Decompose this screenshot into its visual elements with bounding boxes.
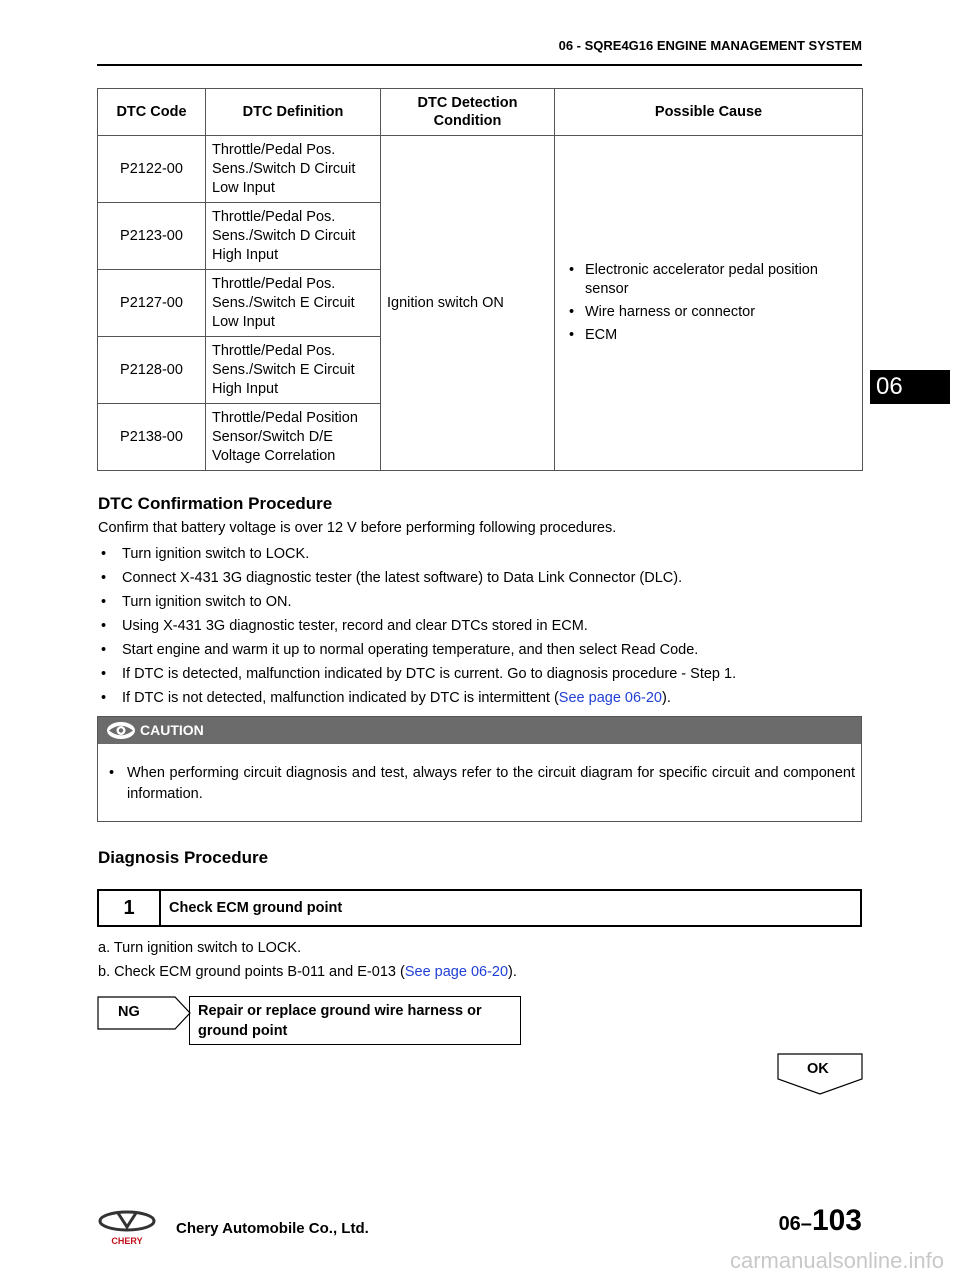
list-item-text: b. Check ECM ground points B-011 and E-013 ( <box>98 964 405 980</box>
possible-cause <box>555 136 863 471</box>
list-item: • Electronic accelerator pedal position sensor <box>569 261 846 299</box>
list-item-text-end: ). <box>508 964 517 980</box>
caution-bar <box>98 717 861 744</box>
list-item: • Connect X-431 3G diagnostic tester (the latest software) to Data Link Connector (DLC). <box>98 568 736 592</box>
watermark: carmanualsonline.info <box>729 1248 944 1273</box>
list-item: • If DTC is detected, malfunction indicated by DTC is current. Go to diagnosis procedure - Step 1. <box>98 664 736 688</box>
cause-list <box>569 261 846 345</box>
page-section: 06– <box>778 1213 812 1235</box>
ok-label: OK <box>807 1061 829 1077</box>
step-items <box>98 938 517 986</box>
dtc-definition: Throttle/Pedal Pos. Sens./Switch D Circuit Low Input <box>206 136 381 203</box>
section-tab: 06 <box>870 370 950 404</box>
dtc-code: P2127-00 <box>98 270 206 337</box>
ng-action-box: Repair or replace ground wire harness or ground point <box>189 996 521 1045</box>
step-title: Check ECM ground point <box>169 900 343 916</box>
page-link[interactable]: See page 06-20 <box>404 964 509 980</box>
list-item: • Turn ignition switch to LOCK. <box>98 544 736 568</box>
list-item: • Start engine and warm it up to normal operating temperature, and then select Read Code. <box>98 640 736 664</box>
confirmation-heading: DTC Confirmation Procedure <box>98 494 333 513</box>
list-item-text-end: ). <box>662 690 671 706</box>
dtc-code: P2128-00 <box>98 337 206 404</box>
table-header-row <box>98 89 863 136</box>
list-item <box>98 688 736 712</box>
footer-company: Chery Automobile Co., Ltd. <box>176 1220 369 1237</box>
page-number <box>779 1204 862 1238</box>
list-item: • ECM <box>569 326 846 345</box>
eye-icon <box>106 721 136 740</box>
dtc-code: P2122-00 <box>98 136 206 203</box>
dtc-table <box>97 88 863 471</box>
page-link[interactable]: See page 06-20 <box>558 690 662 706</box>
dtc-definition: Throttle/Pedal Position Sensor/Switch D/E Voltage Correlation <box>206 404 381 471</box>
ng-arrow-shape <box>97 996 191 1030</box>
table-row <box>98 136 863 203</box>
diagnosis-heading: Diagnosis Procedure <box>98 848 269 867</box>
header-detection-condition: DTC Detection Condition <box>381 89 555 136</box>
list-item: • Turn ignition switch to ON. <box>98 592 736 616</box>
list-item-text: If DTC is not detected, malfunction indicated by DTC is intermittent ( <box>122 690 559 706</box>
step-box <box>97 889 862 927</box>
caution-item: • When performing circuit diagnosis and test, always refer to the circuit diagram for specific circuit and component information. <box>106 763 855 805</box>
confirmation-steps <box>98 544 736 712</box>
step-number: 1 <box>99 891 161 925</box>
header-dtc-code: DTC Code <box>98 89 206 136</box>
caution-label: CAUTION <box>140 722 204 738</box>
header-dtc-definition: DTC Definition <box>206 89 381 136</box>
list-item <box>98 962 517 986</box>
logo-text: CHERY <box>111 1236 143 1246</box>
dtc-code: P2138-00 <box>98 404 206 471</box>
list-item: a. Turn ignition switch to LOCK. <box>98 940 302 956</box>
header-rule <box>97 64 862 66</box>
caution-box <box>97 716 862 822</box>
detection-condition: Ignition switch ON <box>381 136 555 471</box>
dtc-definition: Throttle/Pedal Pos. Sens./Switch D Circuit High Input <box>206 203 381 270</box>
list-item: • Using X-431 3G diagnostic tester, record and clear DTCs stored in ECM. <box>98 616 736 640</box>
list-item: • Wire harness or connector <box>569 303 846 322</box>
ng-label: NG <box>118 1004 140 1020</box>
header-title: 06 - SQRE4G16 ENGINE MANAGEMENT SYSTEM <box>558 38 862 53</box>
header-possible-cause: Possible Cause <box>555 89 863 136</box>
page-num: 103 <box>811 1204 862 1237</box>
dtc-definition: Throttle/Pedal Pos. Sens./Switch E Circuit High Input <box>206 337 381 404</box>
confirmation-intro: Confirm that battery voltage is over 12 V before performing following procedures. <box>98 520 617 536</box>
chery-logo <box>98 1209 156 1247</box>
dtc-code: P2123-00 <box>98 203 206 270</box>
dtc-definition: Throttle/Pedal Pos. Sens./Switch E Circuit Low Input <box>206 270 381 337</box>
